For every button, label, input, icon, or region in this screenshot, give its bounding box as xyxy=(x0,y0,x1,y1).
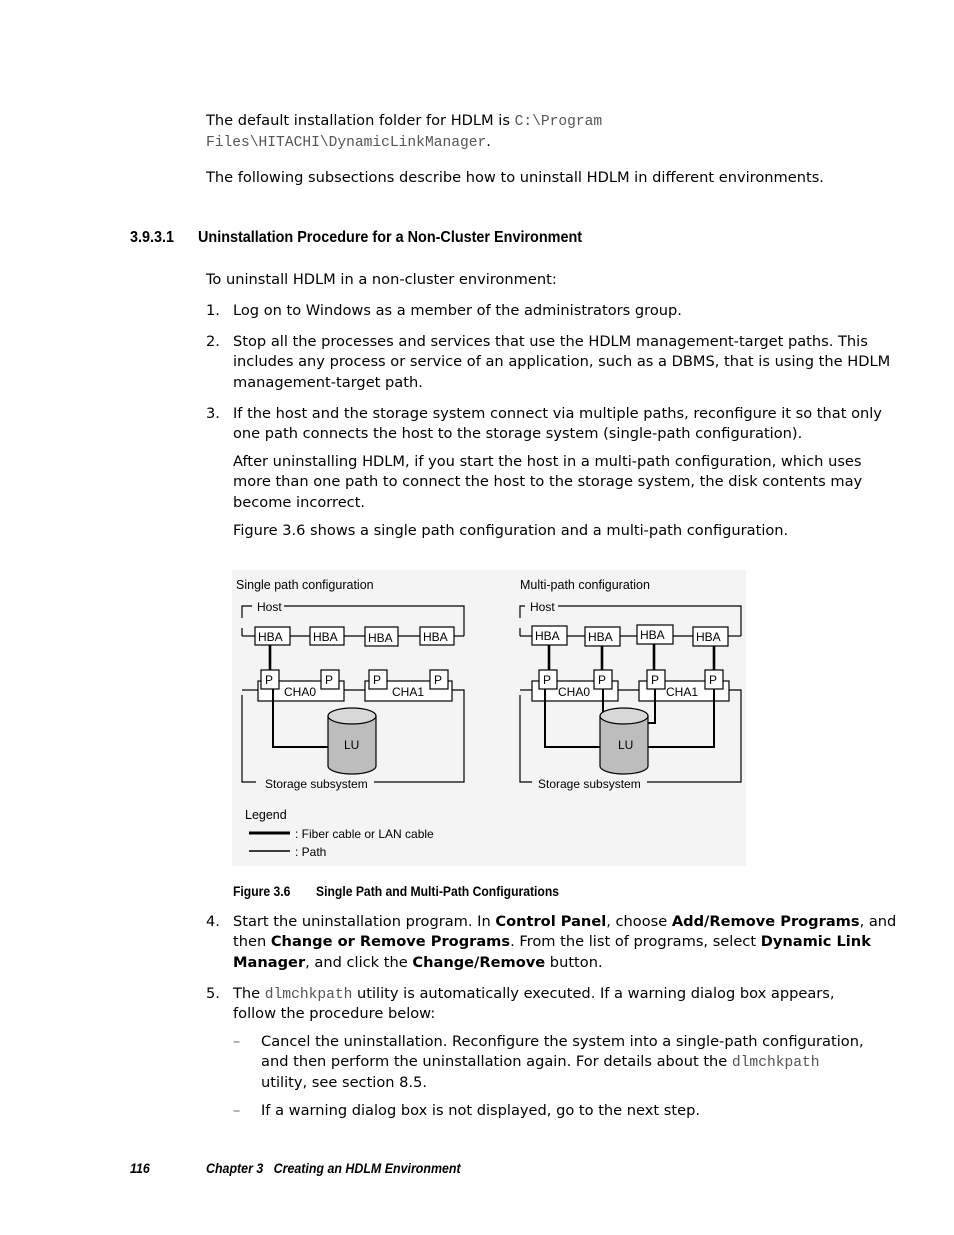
step-3-line-1: If the host and the storage system connect via multiple paths, reconfigure it so that only xyxy=(233,405,882,422)
section-title: Uninstallation Procedure for a Non-Cluster Environment xyxy=(198,229,583,246)
multi-cha0-label: CHA0 xyxy=(558,685,591,699)
multi-port-3-label: P xyxy=(651,673,660,687)
sub-item-1-line-1: Cancel the uninstallation. Reconfigure the system into a single-path configuration, xyxy=(261,1033,864,1050)
step-2-line-3: management-target path. xyxy=(233,374,423,391)
single-hba-2-label: HBA xyxy=(313,630,338,644)
figure-caption-title: Single Path and Multi-Path Configurations xyxy=(316,884,559,899)
figure-caption-number: Figure 3.6 xyxy=(233,884,291,899)
install-folder-line: The default installation folder for HDLM is C:\Program xyxy=(206,112,603,130)
single-port-1-label: P xyxy=(265,673,274,687)
step-3-line-2: one path connects the host to the storage system (single-path configuration). xyxy=(233,425,803,442)
section-lead: To uninstall HDLM in a non-cluster environment: xyxy=(206,271,557,288)
step-4-line-3: Manager, and click the Change/Remove button. xyxy=(233,954,603,971)
single-hba-1-label: HBA xyxy=(258,630,283,644)
multi-cha1-label: CHA1 xyxy=(666,685,699,699)
legend-path-label: : Path xyxy=(295,845,327,859)
single-port-2-label: P xyxy=(325,673,334,687)
step-4-number: 4. xyxy=(206,913,220,930)
single-port-3-label: P xyxy=(373,673,382,687)
legend-fiber-label: : Fiber cable or LAN cable xyxy=(295,827,434,841)
multi-hba-2-label: HBA xyxy=(588,630,613,644)
page-number: 116 xyxy=(130,1161,150,1176)
single-lu-label: LU xyxy=(344,738,360,752)
multi-port-2-label: P xyxy=(598,673,607,687)
single-port-4-label: P xyxy=(434,673,443,687)
single-storage-label: Storage subsystem xyxy=(265,777,368,791)
legend-title: Legend xyxy=(245,808,287,822)
figure-background xyxy=(232,570,746,866)
sub-item-1-dash: – xyxy=(233,1033,241,1050)
single-hba-3-label: HBA xyxy=(368,631,393,645)
multi-hba-4-label: HBA xyxy=(696,630,721,644)
step-3-para-line-2: more than one path to connect the host to the storage system, the disk contents may xyxy=(233,473,863,490)
sub-item-1-line-3: utility, see section 8.5. xyxy=(261,1074,428,1091)
step-3-number: 3. xyxy=(206,405,220,422)
step-2-line-2: includes any process or service of an application, such as a DBMS, that is using the HDLM xyxy=(233,353,891,370)
sub-item-2-dash: – xyxy=(233,1102,241,1119)
step-3-para-line-3: become incorrect. xyxy=(233,494,366,511)
step-3-para-line-1: After uninstalling HDLM, if you start the host in a multi-path configuration, which uses xyxy=(233,453,862,470)
subsections-text: The following subsections describe how to uninstall HDLM in different environments. xyxy=(206,169,824,186)
step-1-number: 1. xyxy=(206,302,220,319)
step-5-line-2: follow the procedure below: xyxy=(233,1005,436,1022)
chapter-footer: Chapter 3 Creating an HDLM Environment xyxy=(206,1161,461,1176)
multi-port-1-label: P xyxy=(543,673,552,687)
multi-config-title: Multi-path configuration xyxy=(520,578,650,592)
step-1-text: Log on to Windows as a member of the administrators group. xyxy=(233,302,682,319)
figure-reference: Figure 3.6 shows a single path configuration and a multi-path configuration. xyxy=(233,522,789,539)
multi-hba-1-label: HBA xyxy=(535,629,560,643)
multi-hba-3-label: HBA xyxy=(640,628,665,642)
step-5-number: 5. xyxy=(206,985,220,1002)
step-4-line-1: Start the uninstallation program. In Control Panel, choose Add/Remove Programs, and xyxy=(233,913,897,930)
step-2-number: 2. xyxy=(206,333,220,350)
single-host-label: Host xyxy=(257,600,282,614)
install-folder-line-2: Files\HITACHI\DynamicLinkManager. xyxy=(206,133,491,151)
sub-item-1-line-2: and then perform the uninstallation again. For details about the dlmchkpath xyxy=(261,1053,820,1071)
single-cha1-label: CHA1 xyxy=(392,685,425,699)
single-hba-4-label: HBA xyxy=(423,630,448,644)
sub-item-2-text: If a warning dialog box is not displayed, go to the next step. xyxy=(261,1102,700,1119)
step-5-line-1: The dlmchkpath utility is automatically executed. If a warning dialog box appears, xyxy=(233,985,835,1003)
multi-lu-label: LU xyxy=(618,738,634,752)
step-2-line-1: Stop all the processes and services that use the HDLM management-target paths. This xyxy=(233,333,868,350)
single-cha0-label: CHA0 xyxy=(284,685,317,699)
multi-port-4-label: P xyxy=(709,673,718,687)
multi-storage-label: Storage subsystem xyxy=(538,777,641,791)
path-configuration-figure xyxy=(232,570,746,866)
section-number: 3.9.3.1 xyxy=(130,229,175,246)
multi-host-label: Host xyxy=(530,600,555,614)
step-4-line-2: then Change or Remove Programs. From the list of programs, select Dynamic Link xyxy=(233,933,871,950)
single-config-title: Single path configuration xyxy=(236,578,374,592)
